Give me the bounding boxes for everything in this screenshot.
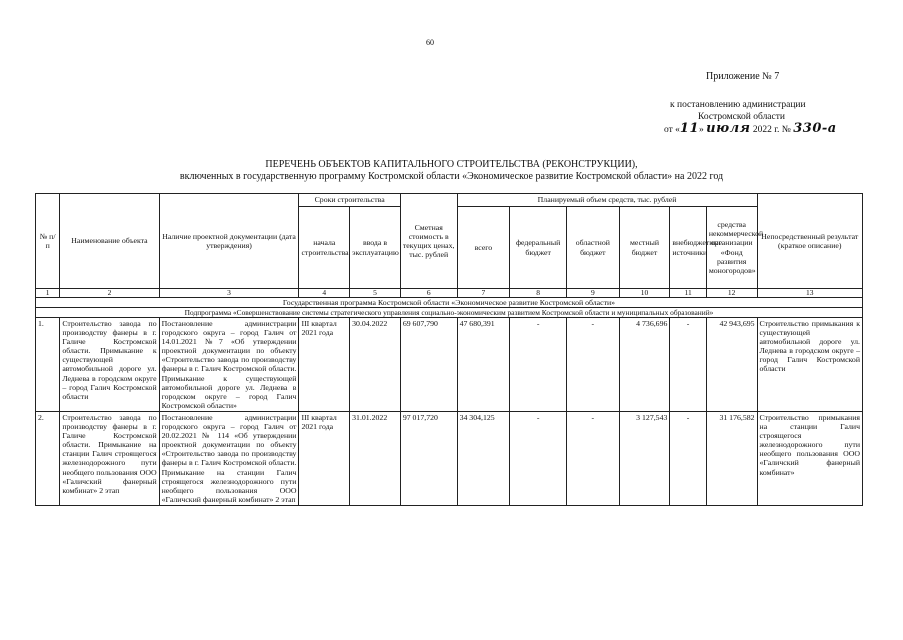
- subprogram-name: Подпрограмма «Совершенствование системы стратегического управления социально-экономическим развитием Костромской области и муниципальных образований»: [36, 308, 863, 318]
- row-local: 3 127,543: [619, 411, 670, 505]
- row-federal: -: [510, 411, 567, 505]
- row-total: 47 680,391: [457, 318, 510, 412]
- date-day-handwritten: 11: [679, 121, 699, 136]
- program-row: [36, 298, 863, 308]
- row-total: 34 304,125: [457, 411, 510, 505]
- col-number: 11: [670, 289, 706, 298]
- col-number: 7: [457, 289, 510, 298]
- col-number: 3: [159, 289, 299, 298]
- document-number-handwritten: 330-а: [793, 121, 837, 136]
- appendix-date-line: [664, 121, 837, 136]
- header-commission: ввода в эксплуатацию: [350, 207, 401, 289]
- header-name: Наименование объекта: [60, 194, 159, 289]
- col-number: 2: [60, 289, 159, 298]
- appendix-line-2: Костромской области: [698, 112, 785, 122]
- row-start: III квартал 2021 года: [299, 411, 350, 505]
- header-row-1: [36, 194, 863, 207]
- appendix-line-1: к постановлению администрации: [670, 100, 806, 110]
- header-terms: Сроки строительства: [299, 194, 400, 207]
- col-number: 10: [619, 289, 670, 298]
- row-local: 4 736,696: [619, 318, 670, 412]
- row-cost: 97 017,720: [400, 411, 457, 505]
- row-offbudget: -: [670, 411, 706, 505]
- header-result: Непосредственный результат (краткое описание): [757, 194, 862, 289]
- program-name: Государственная программа Костромской области «Экономическое развитие Костромской области»: [36, 298, 863, 308]
- date-mid: »: [699, 125, 707, 135]
- date-prefix: от «: [664, 125, 680, 135]
- col-number: 8: [510, 289, 567, 298]
- header-planned: Планируемый объем средств, тыс. рублей: [457, 194, 757, 207]
- date-year: 2022 г. №: [750, 125, 794, 135]
- col-number: 13: [757, 289, 862, 298]
- row-ngo: 42 943,695: [706, 318, 757, 412]
- date-month-handwritten: июля: [706, 121, 751, 136]
- subprogram-row: [36, 308, 863, 318]
- header-ngo: средства некоммерческой организации «Фонд развития моногородов»: [706, 207, 757, 289]
- row-federal: -: [510, 318, 567, 412]
- row-commission: 31.01.2022: [350, 411, 401, 505]
- table-row: [36, 318, 863, 412]
- header-total: всего: [457, 207, 510, 289]
- row-num: 1.: [36, 318, 60, 412]
- header-federal: федеральный бюджет: [510, 207, 567, 289]
- row-regional: -: [567, 411, 620, 505]
- row-ngo: 31 176,582: [706, 411, 757, 505]
- header-cost: Сметная стоимость в текущих ценах, тыс. рублей: [400, 194, 457, 289]
- row-result: Строительство примыкания на станции Галич строящегося железнодорожного пути необщего пользования ООО «Галичский фанерный комбинат»: [757, 411, 862, 505]
- row-start: III квартал 2021 года: [299, 318, 350, 412]
- column-numbers-row: [36, 289, 863, 298]
- page-number: 60: [426, 38, 434, 47]
- row-object-name: Строительство завода по производству фанеры в г. Галиче Костромской области. Примыкание на станции Галич строящегося железнодорожного пути необщего пользования ООО «Галичский фанерный комбинат» 2 этап: [60, 411, 159, 505]
- row-regional: -: [567, 318, 620, 412]
- document-subtitle: включенных в государственную программу Костромской области «Экономическое развитие Костромской области» на 2022 год: [179, 171, 724, 182]
- row-docs: Постановление администрации городского округа – город Галич от 14.01.2021 №7 «Об утверждении проектной документации по объекту «Строительство завода по производству фанеры в г. Галич Костромской области. Примыкание к существующей автомобильной дороге ул. Леднева в городском округе – город Галич Костромской области»: [159, 318, 299, 412]
- header-local: местный бюджет: [619, 207, 670, 289]
- col-number: 12: [706, 289, 757, 298]
- header-offbudget: внебюджетные источники: [670, 207, 706, 289]
- row-commission: 30.04.2022: [350, 318, 401, 412]
- col-number: 4: [299, 289, 350, 298]
- row-object-name: Строительство завода по производству фанеры в г. Галиче Костромской области. Примыкание к существующей автомобильной дороге ул. Леднева в городском округе – город Галич Костромской области: [60, 318, 159, 412]
- header-docs: Наличие проектной документации (дата утверждения): [159, 194, 299, 289]
- row-offbudget: -: [670, 318, 706, 412]
- col-number: 1: [36, 289, 60, 298]
- row-num: 2.: [36, 411, 60, 505]
- appendix-title: Приложение № 7: [706, 71, 780, 82]
- document-title: ПЕРЕЧЕНЬ ОБЪЕКТОВ КАПИТАЛЬНОГО СТРОИТЕЛЬСТВА (РЕКОНСТРУКЦИИ),: [265, 159, 638, 170]
- col-number: 5: [350, 289, 401, 298]
- row-cost: 69 607,790: [400, 318, 457, 412]
- header-regional: областной бюджет: [567, 207, 620, 289]
- objects-table: [35, 193, 863, 506]
- table-row: [36, 411, 863, 505]
- col-number: 6: [400, 289, 457, 298]
- row-docs: Постановление администрации городского округа – город Галич от 20.02.2021 № 114 «Об утверждении проектной документации по объекту «Строительство завода по производству фанеры в г. Галич Костромской области. Примыкание на станции Галич строящегося железнодорожного пути необщего пользования ООО «Галичский фанерный комбинат» 2 этап: [159, 411, 299, 505]
- header-num: № п/п: [36, 194, 60, 289]
- col-number: 9: [567, 289, 620, 298]
- header-start: начала строительства: [299, 207, 350, 289]
- row-result: Строительство примыкания к существующей автомобильной дороге ул. Леднева в городском округе – город Галич Костромской области: [757, 318, 862, 412]
